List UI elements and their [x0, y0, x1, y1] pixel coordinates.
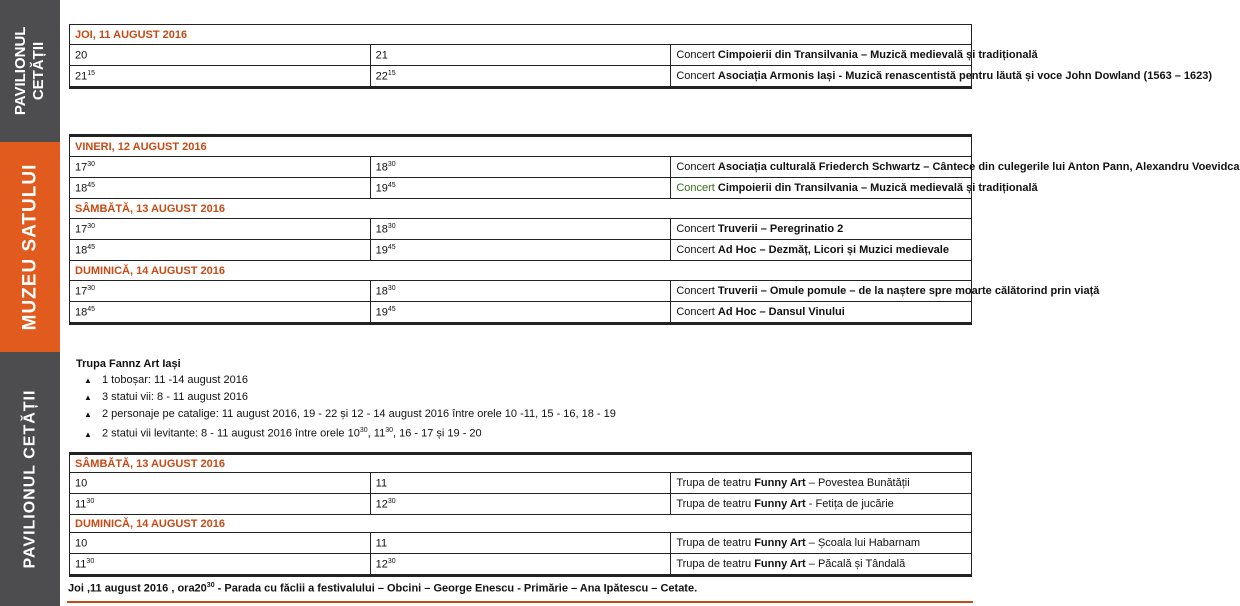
sidebar-label-pavilion-top: PAVILIONUL CETĂȚII [12, 26, 47, 116]
event-description: Trupa de teatru Funny Art – Păcală și Tândală [671, 554, 972, 576]
end-time: $18^{30}$ [370, 281, 671, 302]
list-item: ▲ 1 toboșar: 11 -14 august 2016 [76, 372, 616, 389]
end-time: 21 [370, 45, 671, 66]
table-row [70, 45, 972, 66]
day-header: SÂMBĂTĂ, 13 AUGUST 2016 [70, 199, 972, 219]
day-row [70, 136, 972, 157]
end-time: 11 [370, 473, 671, 494]
schedule-theatre [69, 452, 972, 577]
event-description: Trupa de teatru Funny Art - Fetița de jucărie [671, 494, 972, 515]
day-row [70, 25, 972, 45]
sidebar-label-pavilion-bottom: PAVILIONUL CETĂȚII [21, 389, 39, 569]
event-description: Concert Asociația Armonis Iași - Muzică renascentistă pentru lăută și voce John Dowland (1563 – 1623) [671, 66, 972, 88]
sidebar-label-muzeu: MUZEU SATULUI [19, 163, 40, 331]
end-time: $22^{15}$ [370, 66, 671, 88]
table-row [70, 554, 972, 576]
event-description: Concert Truverii – Omule pomule – de la naștere spre moarte călătorind prin viață [671, 281, 972, 302]
start-time: $17^{30}$ [70, 219, 371, 240]
event-description: Concert Ad Hoc – Dezmăț, Licori și Muzici medievale [671, 240, 972, 261]
schedule-table [69, 452, 972, 577]
end-time: $19^{45}$ [370, 240, 671, 261]
table-row [70, 473, 972, 494]
day-row [70, 454, 972, 473]
list-item: ▲ 3 statui vii: 8 - 11 august 2016 [76, 389, 616, 406]
parade-note: Joi ,11 august 2016 , $ora20^{30}$ - Parada cu făclii a festivalului – Obcini – George Enescu - Primărie – Ana Ipătescu – Cetate. [68, 582, 698, 595]
start-time: $17^{30}$ [70, 157, 371, 178]
table-row [70, 240, 972, 261]
bullet-icon: ▲ [84, 376, 92, 385]
end-time: 11 [370, 533, 671, 554]
event-description: Concert Cimpoierii din Transilvania – Muzică medievală și tradițională [671, 178, 972, 199]
table-row [70, 157, 972, 178]
end-time: $18^{30}$ [370, 157, 671, 178]
table-row [70, 178, 972, 199]
day-header: JOI, 11 AUGUST 2016 [70, 25, 972, 45]
start-time: 10 [70, 473, 371, 494]
day-header: DUMINICĂ, 14 AUGUST 2016 [70, 261, 972, 281]
day-header: SÂMBĂTĂ, 13 AUGUST 2016 [70, 454, 972, 473]
end-time: $18^{30}$ [370, 219, 671, 240]
start-time: $11^{30}$ [70, 554, 371, 576]
end-time: $19^{45}$ [370, 178, 671, 199]
start-time: $21^{15}$ [70, 66, 371, 88]
event-description: Trupa de teatru Funny Art – Școala lui Habarnam [671, 533, 972, 554]
bullet-icon: ▲ [84, 410, 92, 419]
bullet-icon: ▲ [84, 393, 92, 402]
end-time: $12^{30}$ [370, 554, 671, 576]
event-description: Concert Asociația culturală Friederch Schwartz – Cântece din culegerile lui Anton Pann, Alexandru Voevidca [671, 157, 972, 178]
event-description: Trupa de teatru Funny Art – Povestea Bunătății [671, 473, 972, 494]
day-header: VINERI, 12 AUGUST 2016 [70, 136, 972, 157]
day-row [70, 515, 972, 533]
day-row [70, 261, 972, 281]
list-item: ▲ 2 personaje pe catalige: 11 august 2016, 19 - 22 și 12 - 14 august 2016 între orele 10 -11, 15 - 16, 18 - 19 [76, 406, 616, 423]
schedule-muzeu [69, 134, 1240, 325]
table-row [70, 66, 972, 88]
end-time: $19^{45}$ [370, 302, 671, 324]
event-description: Concert Ad Hoc – Dansul Vinului [671, 302, 972, 324]
event-description: Concert Cimpoierii din Transilvania – Muzică medievală și tradițională [671, 45, 972, 66]
start-time: $18^{45}$ [70, 240, 371, 261]
table-row [70, 302, 972, 324]
bullet-icon: ▲ [84, 429, 92, 439]
schedule-table [69, 24, 1213, 89]
start-time: 20 [70, 45, 371, 66]
start-time: $11^{30}$ [70, 494, 371, 515]
start-time: 10 [70, 533, 371, 554]
start-time: $18^{45}$ [70, 178, 371, 199]
event-description: Concert Truverii – Peregrinatio 2 [671, 219, 972, 240]
day-header: DUMINICĂ, 14 AUGUST 2016 [70, 515, 972, 533]
schedule-joi [69, 24, 1213, 89]
start-time: $18^{45}$ [70, 302, 371, 324]
table-row [70, 494, 972, 515]
list-item: ▲ 2 statui vii levitante: 8 - 11 august 2016 între orele $10^{30}$, $11^{30}$, 16 - 17 și 19 - 20 [76, 423, 616, 443]
schedule-table [69, 134, 1240, 325]
start-time: $17^{30}$ [70, 281, 371, 302]
day-row [70, 199, 972, 219]
street-performers-list [76, 356, 616, 443]
table-row [70, 281, 972, 302]
troupe-title: Trupa Fannz Art Iași [76, 358, 181, 370]
footer-divider [67, 601, 973, 603]
end-time: $12^{30}$ [370, 494, 671, 515]
table-row [70, 219, 972, 240]
table-row [70, 533, 972, 554]
